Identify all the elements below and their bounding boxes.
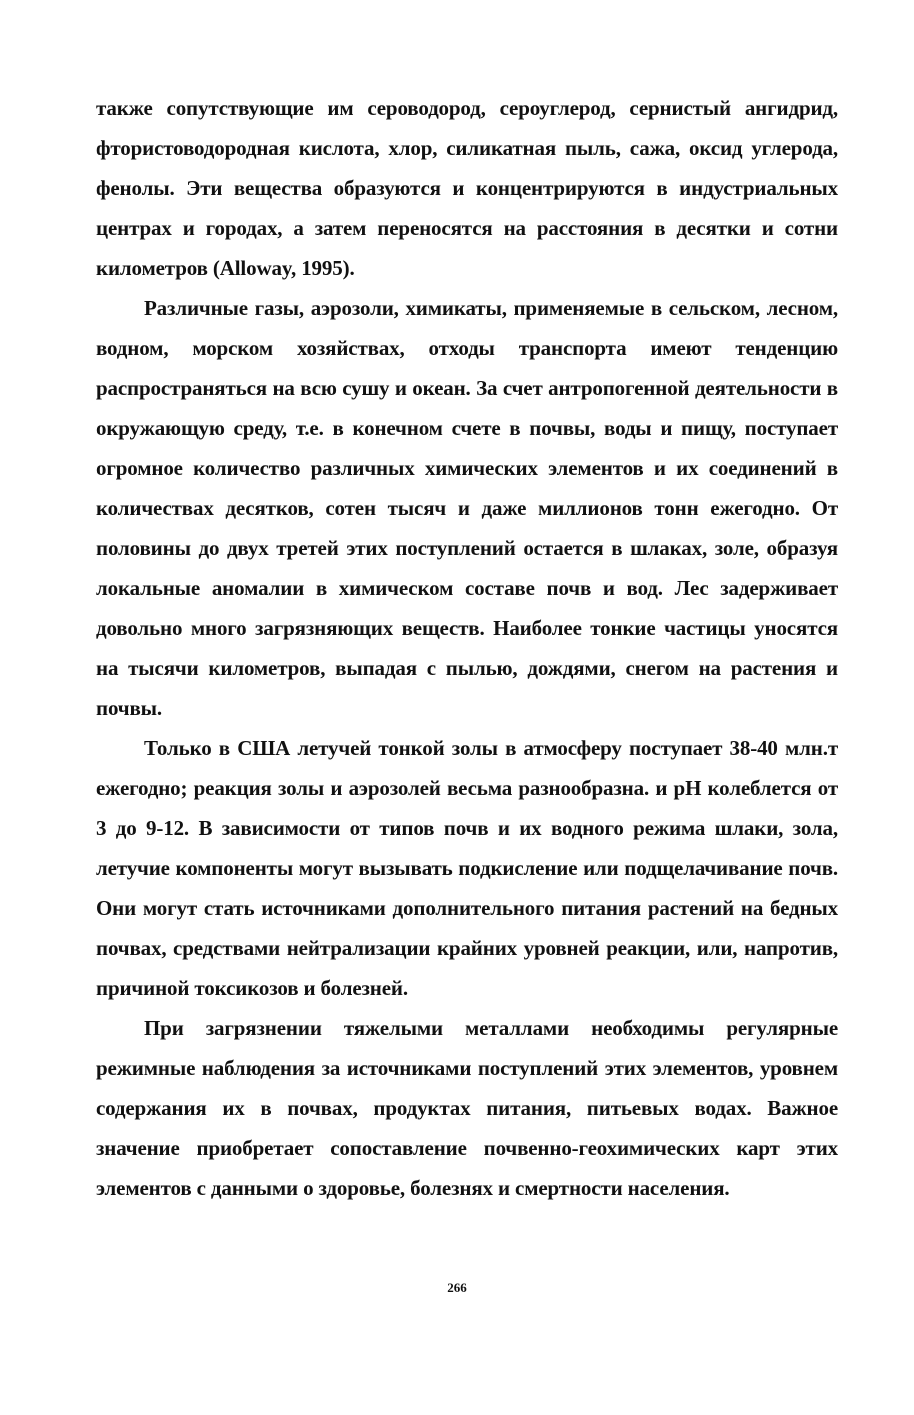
body-text	[96, 88, 838, 1208]
paragraph: Только в США летучей тонкой золы в атмосферу поступает 38-40 млн.т ежегодно; реакция золы и аэрозолей весьма разнообразна. и pH колеблется от 3 до 9-12. В зависимости от типов почв и их водного режима шлаки, зола, летучие компоненты могут вызывать подкисление или подщелачивание почв. Они могут стать источниками дополнительного питания растений на бедных почвах, средствами нейтрализации крайних уровней реакции, или, напротив, причиной токсикозов и болезней.	[96, 736, 838, 1000]
paragraph: Различные газы, аэрозоли, химикаты, применяемые в сельском, лесном, водном, морском хозяйствах, отходы транспорта имеют тенденцию распространяться на всю сушу и океан. За счет антропогенной деятельности в окружающую среду, т.е. в конечном счете в почвы, воды и пищу, поступает огромное количество различных химических элементов и их соединений в количествах десятков, сотен тысяч и даже миллионов тонн ежегодно. От половины до двух третей этих поступлений остается в шлаках, золе, образуя локальные аномалии в химическом составе почв и вод. Лес задерживает довольно много загрязняющих веществ. Наиболее тонкие частицы уносятся на тысячи километров, выпадая с пылью, дождями, снегом на растения и почвы.	[96, 296, 838, 720]
page-number: 266	[447, 1280, 467, 1295]
paragraph: При загрязнении тяжелыми металлами необходимы регулярные режимные наблюдения за источниками поступлений этих элементов, уровнем содержания их в почвах, продуктах питания, питьевых водах. Важное значение приобретает сопоставление почвенно-геохимических карт этих элементов с данными о здоровье, болезнях и смертности населения.	[96, 1016, 838, 1200]
paragraph-continuation: также сопутствующие им сероводород, сероуглерод, сернистый ангидрид, фтористоводородная кислота, хлор, силикатная пыль, сажа, оксид углерода, фенолы. Эти вещества образуются и концентрируются в индустриальных центрах и городах, а затем переносятся на расстояния в десятки и сотни километров (Alloway, 1995).	[96, 96, 838, 280]
